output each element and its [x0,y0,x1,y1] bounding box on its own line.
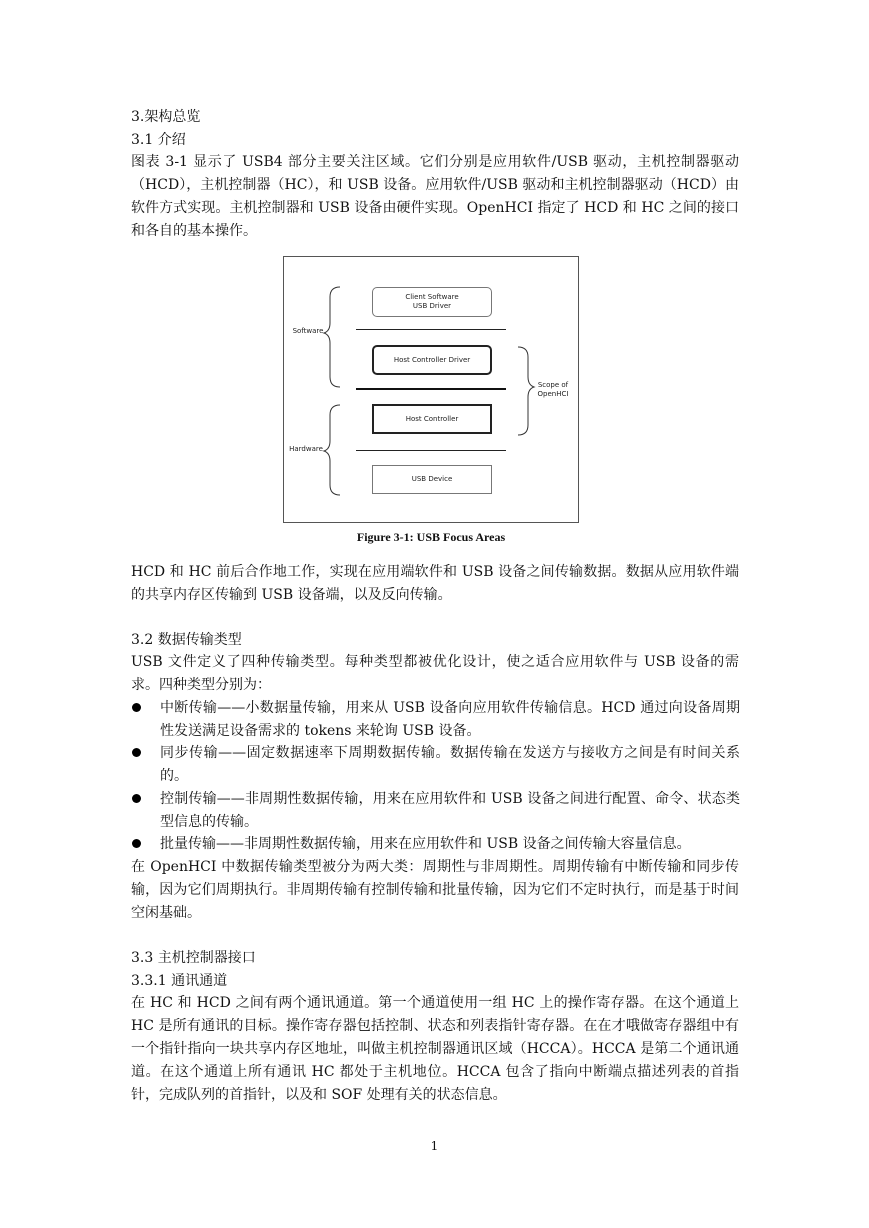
divider-line-3 [356,450,506,451]
divider-line-2 [356,388,506,390]
client-software-box [372,287,492,317]
bullet-icon [131,697,143,719]
section-heading-3: 3.架构总览 [131,109,201,125]
scope-label-line2: OpenHCI [537,390,569,398]
section-heading-3-2: 3.2 数据传输类型 [131,632,242,648]
bullet-control-transfer: 控制传输——非周期性数据传输，用来在应用软件和 USB 设备之间进行配置、命令、状态类型信息的传输。 [160,791,740,830]
scope-label-line1: Scope of [537,381,569,389]
transfer-categories-paragraph: 在 OpenHCI 中数据传输类型被分为两大类：周期性与非周期性。周期传输有中断传输和同步传输，因为它们周期执行。非周期传输有控制传输和批量传输，因为它们不定时执行，而是基于时间空闲基础。 [131,859,739,921]
section-heading-3-3: 3.3 主机控制器接口 [131,950,256,966]
usb-device-label: USB Device [411,475,453,483]
page-number: 1 [430,1139,439,1153]
host-controller-box [372,404,492,434]
transfer-types-intro: USB 文件定义了四种传输类型。每种类型都被优化设计，使之适合应用软件与 USB 设备的需求。四种类型分别为： [131,654,739,693]
usb-driver-label: USB Driver [412,302,452,310]
usb-device-box [372,465,492,494]
bullet-icon [131,833,143,855]
divider-line-1 [356,329,506,330]
subsection-heading-3-3-1: 3.3.1 通讯通道 [131,973,228,989]
bullet-icon [131,742,143,764]
communication-channels-paragraph: 在 HC 和 HCD 之间有两个通讯通道。第一个通道使用一组 HC 上的操作寄存器。在这个通道上 HC 是所有通讯的目标。操作寄存器包括控制、状态和列表指针寄存器。在在才哦做寄存器组中有一个指针指向一块共享内存区地址，叫做主机控制器通讯区域（HCCA）。HCCA 是第二个通讯通道。在这个通道上所有通讯 HC 都处于主机地位。HCCA 包含了指向中断端点描述列表的首指针，完成队列的首指针，以及和 SOF 处理有关的状态信息。 [131,995,739,1103]
bullet-icon [131,788,143,810]
client-software-label: Client Software [405,293,459,301]
after-figure-paragraph: HCD 和 HC 前后合作地工作，实现在应用端软件和 USB 设备之间传输数据。数据从应用软件端的共享内存区传输到 USB 设备端，以及反向传输。 [131,564,739,603]
host-controller-label: Host Controller [405,415,459,423]
subsection-heading-3-1: 3.1 介绍 [131,132,186,148]
bullet-interrupt-transfer: 中断传输——小数据量传输，用来从 USB 设备向应用软件传输信息。HCD 通过向设备周期性发送满足设备需求的 tokens 来轮询 USB 设备。 [160,700,740,739]
bullet-bulk-transfer: 批量传输——非周期性数据传输，用来在应用软件和 USB 设备之间传输大容量信息。 [160,836,691,852]
bullet-isochronous-transfer: 同步传输——固定数据速率下周期数据传输。数据传输在发送方与接收方之间是有时间关系的。 [160,745,740,784]
figure-caption: Figure 3-1: USB Focus Areas [356,530,506,544]
intro-paragraph: 图表 3-1 显示了 USB4 部分主要关注区域。它们分别是应用软件/USB 驱动，主机控制器驱动（HCD），主机控制器（HC），和 USB 设备。应用软件/USB 驱动和主机控制器驱动（HCD）由软件方式实现。主机控制器和 USB 设备由硬件实现。OpenHCI 指定了 HCD 和 HC 之间的接口和各自的基本操作。 [131,154,739,239]
software-label: Software [292,327,324,335]
host-controller-driver-label: Host Controller Driver [393,356,471,364]
figure-usb-focus-areas [283,256,579,523]
host-controller-driver-box [372,345,492,375]
hardware-label: Hardware [289,445,323,453]
